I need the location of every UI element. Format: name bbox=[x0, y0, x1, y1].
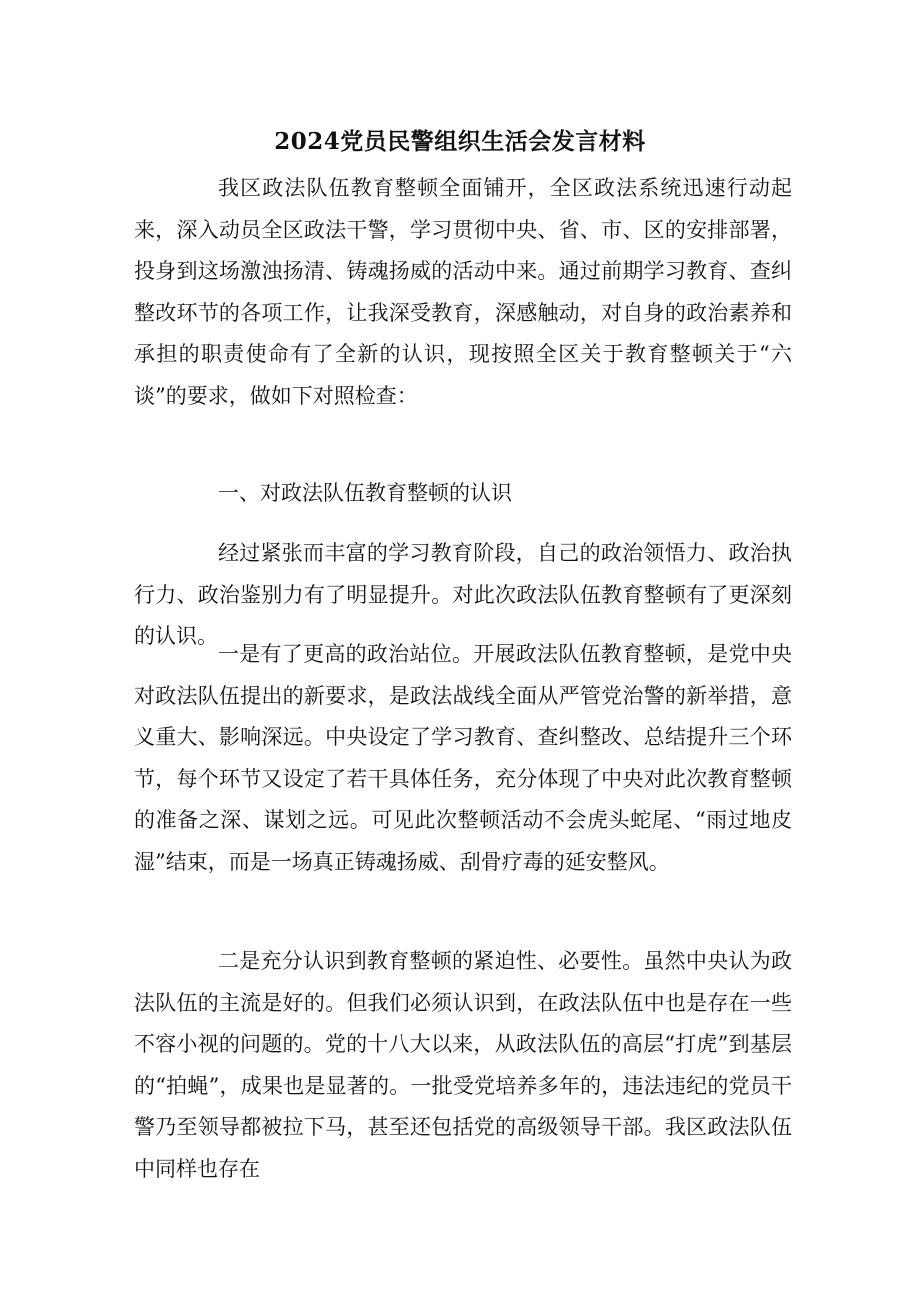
paragraph-understanding: 经过紧张而丰富的学习教育阶段，自己的政治领悟力、政治执行力、政治鉴别力有了明显提升。对此次政法队伍教育整顿有了更深刻的认识。 bbox=[134, 541, 792, 648]
paragraph-intro: 我区政法队伍教育整顿全面铺开，全区政法系统迅速行动起来，深入动员全区政法干警，学习贯彻中央、省、市、区的安排部署，投身到这场激浊扬清、铸魂扬威的活动中来。通过前期学习教育、查纠整改环节的各项工作，让我深受教育，深感触动，对自身的政治素养和承担的职责使命有了全新的认识，现按照全区关于教育整顿关于“六谈”的要求，做如下对照检查： bbox=[134, 176, 792, 408]
section-heading-1: 一、对政法队伍教育整顿的认识 bbox=[218, 481, 512, 505]
paragraph-point-2: 二是充分认识到教育整顿的紧迫性、必要性。虽然中央认为政法队伍的主流是好的。但我们必须认识到，在政法队伍中也是存在一些不容小视的问题的。党的十八大以来，从政法队伍的高层“打虎”到基层的“拍蝇”，成果也是显著的。一批受党培养多年的，违法违纪的党员干警乃至领导都被拉下马，甚至还包括党的高级领导干部。我区政法队伍中同样也存在 bbox=[134, 949, 792, 1181]
document-title: 2024党员民警组织生活会发言材料 bbox=[274, 128, 646, 155]
paragraph-point-1: 一是有了更高的政治站位。开展政法队伍教育整顿，是党中央对政法队伍提出的新要求，是政法战线全面从严管党治警的新举措，意义重大、影响深远。中央设定了学习教育、查纠整改、总结提升三个环节，每个环节又设定了若干具体任务，充分体现了中央对此次教育整顿的准备之深、谋划之远。可见此次整顿活动不会虎头蛇尾、“雨过地皮湿”结束，而是一场真正铸魂扬威、刮骨疗毒的延安整风。 bbox=[134, 642, 792, 874]
